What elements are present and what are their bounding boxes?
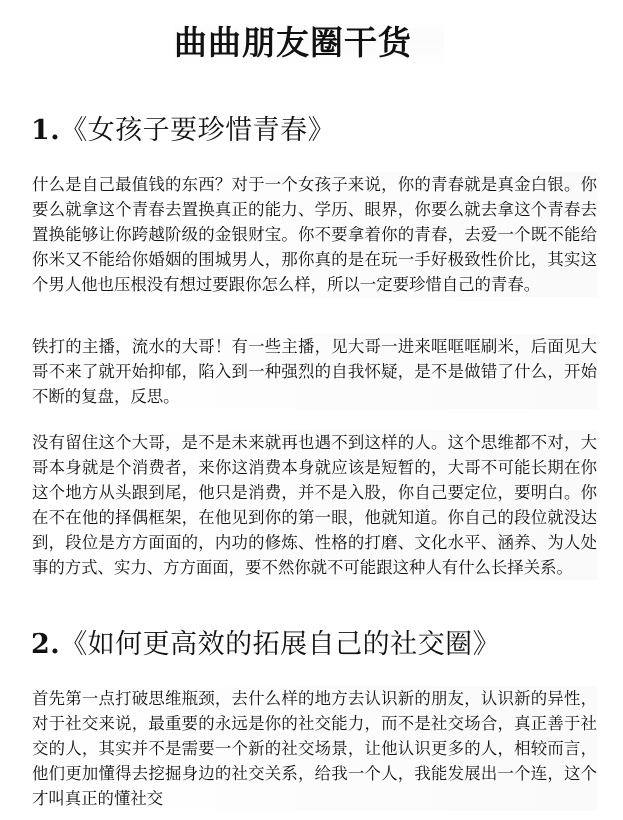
document-title: 曲曲朋友圈干货	[174, 18, 444, 68]
section-1-paragraph-2: 铁打的主播，流水的大哥！有一些主播，见大哥一进来哐哐哐刷米，后面见大哥不来了就开始抑郁，陷入到一种强烈的自我怀疑，是不是做错了什么，开始不断的复盘，反思。	[32, 334, 597, 409]
section-1-paragraph-1: 什么是自己最值钱的东西？对于一个女孩子来说，你的青春就是真金白银。你要么就拿这个青春去置换真正的能力、学历、眼界，你要么就去拿这个青春去置换能够让你跨越阶级的金银财宝。你不要拿着你的青春，去爱一个既不能给你米又不能给你婚姻的围城男人，那你真的是在玩一手好极致性价比，其实这个男人他也压根没有想过要跟你怎么样，所以一定要珍惜自己的青春。	[32, 172, 597, 297]
section-number-2: 2.	[31, 629, 61, 660]
section-1-paragraph-3: 没有留住这个大哥，是不是未来就再也遇不到这样的人。这个思维都不对，大哥本身就是个消费者，来你这消费本身就应该是短暂的，大哥不可能长期在你这个地方从头跟到尾，他只是消费，并不是入股，你自己要定位，要明白。你在不在他的择偶框架，在他见到你的第一眼，他就知道。你自己的段位就没达到，段位是方方面面的，内功的修炼、性格的打磨、文化水平、涵养、为人处事的方式、实力、方方面面，要不然你就不可能跟这种人有什么长择关系。	[32, 430, 597, 580]
section-2-paragraph-1: 首先第一点打破思维瓶颈，去什么样的地方去认识新的朋友，认识新的异性，对于社交来说，最重要的永远是你的社交能力，而不是社交场合，真正善于社交的人，其实并不是需要一个新的社交场景，让他认识更多的人，相较而言，他们更加懂得去挖掘身边的社交关系，给我一个人，我能发展出一个连，这个才叫真正的懂社交	[32, 686, 597, 811]
section-title-2: 《如何更高效的拓展自己的社交圈》	[60, 629, 501, 660]
section-heading-1	[31, 108, 335, 147]
section-title-1: 《女孩子要珍惜青春》	[60, 115, 336, 146]
section-heading-2	[31, 622, 500, 661]
section-number-1: 1.	[31, 115, 61, 146]
